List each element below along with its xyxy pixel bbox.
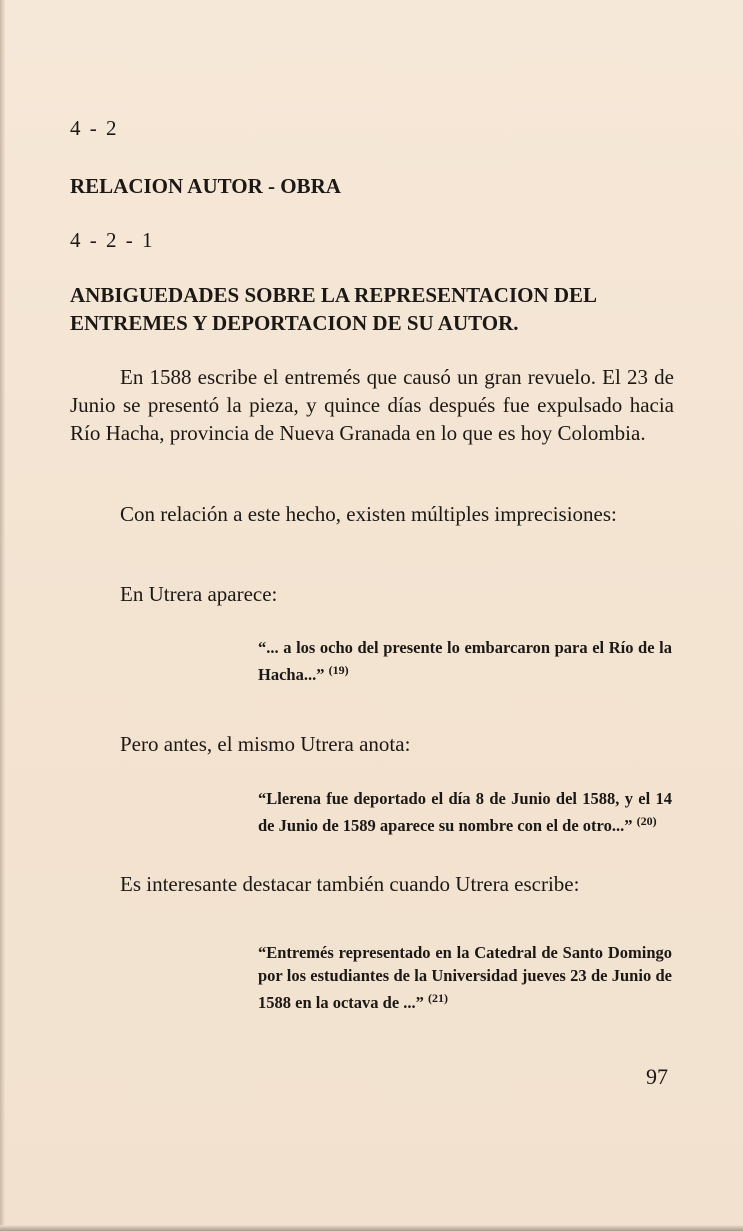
- page-number: 97: [646, 1064, 668, 1089]
- section-title: RELACION AUTOR - OBRA: [70, 174, 341, 198]
- footnote-ref-20: (20): [636, 814, 657, 828]
- page-edge-left: [0, 0, 5, 1231]
- quote-20-text: “Llerena fue deportado el día 8 de Junio del 1588, y el 14 de Junio de 1589 aparece su nombre con el de otro...”: [258, 789, 672, 835]
- paragraph-revuelo: En 1588 escribe el entremés que causó un gran revuelo. El 23 de Junio se presentó la pieza, y quince días después fue expulsado hacia Río Hacha, provincia de Nueva Granada en lo que es hoy Colombia.: [70, 365, 674, 445]
- footnote-ref-19: (19): [328, 663, 349, 677]
- quote-21-text: “Entremés representado en la Catedral de Santo Domingo por los estudiantes de la Universidad jueves 23 de Junio de 1588 en la octava de ...”: [258, 943, 672, 1012]
- quote-19: [258, 636, 672, 686]
- quote-19-text: “... a los ocho del presente lo embarcaron para el Río de la Hacha...”: [258, 638, 672, 684]
- quote-20: [258, 787, 672, 837]
- paragraph-utrera-escribe: Es interesante destacar también cuando Utrera escribe:: [120, 872, 580, 896]
- footnote-ref-21: (21): [428, 991, 449, 1005]
- page-edge-bottom: [0, 1225, 743, 1231]
- subsection-number: 4 - 2 - 1: [70, 228, 155, 252]
- subsection-title: ANBIGUEDADES SOBRE LA REPRESENTACION DEL ENTREMES Y DEPORTACION DE SU AUTOR.: [70, 283, 596, 335]
- paragraph-utrera-aparece: En Utrera aparece:: [120, 582, 278, 606]
- paragraph-utrera-anota: Pero antes, el mismo Utrera anota:: [120, 732, 411, 756]
- paragraph-imprecisiones: Con relación a este hecho, existen múltiples imprecisiones:: [120, 502, 617, 526]
- section-number: 4 - 2: [70, 116, 119, 140]
- quote-21: [258, 941, 672, 1014]
